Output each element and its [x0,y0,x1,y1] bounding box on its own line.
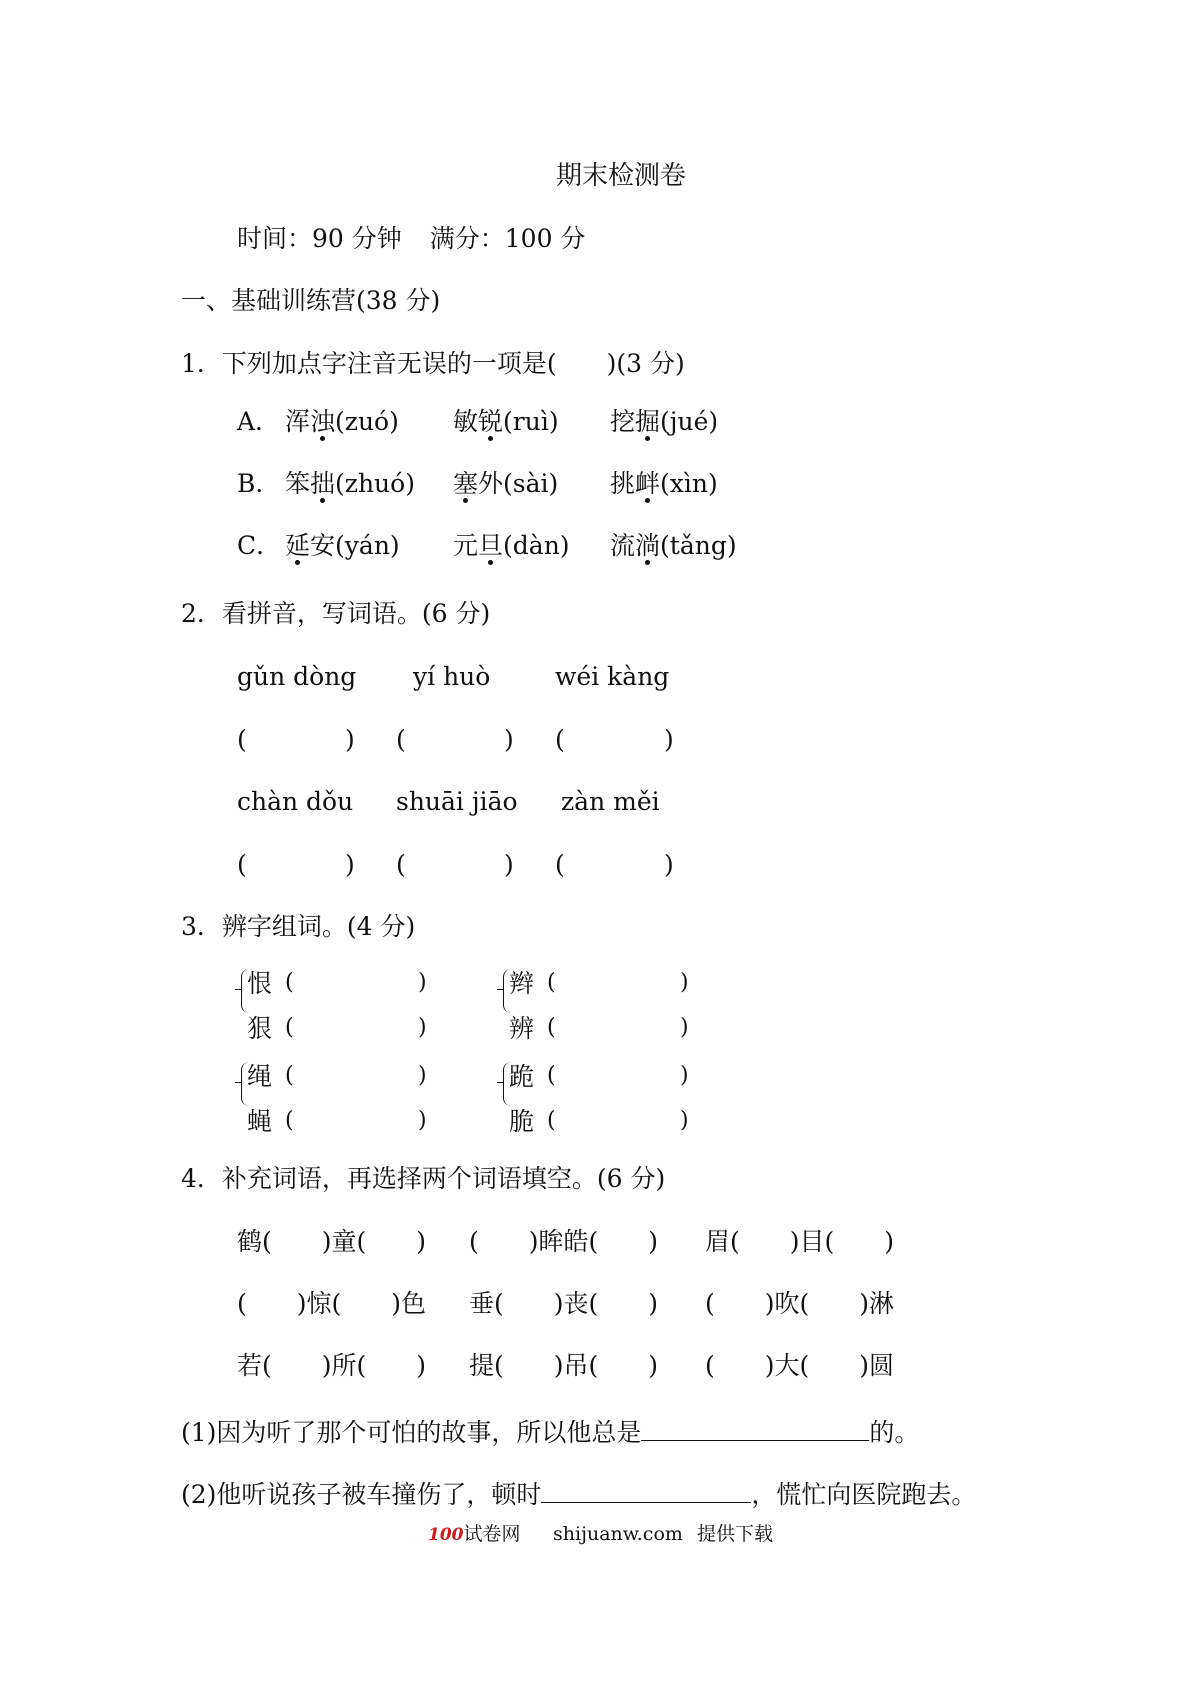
pinyin-word: shuāi jiāo [396,787,518,816]
answer-paren-close[interactable]: ) [680,1015,689,1040]
dotted-char: 淌 [635,531,661,560]
answer-paren-close[interactable]: ) [504,725,514,754]
pinyin: (zuó) [335,407,399,436]
exam-info [237,226,585,251]
dotted-char: 塞 [453,469,479,498]
word-char: 挖 [610,407,636,436]
dotted-char: 锐 [478,407,504,436]
answer-paren-open[interactable]: ( [547,1108,556,1133]
pinyin: (ruì) [503,407,559,436]
pinyin: (dàn) [503,531,570,560]
character: 绳 [247,1062,273,1091]
answer-paren-close[interactable]: ) [680,970,689,995]
character: 狠 [247,1014,273,1043]
pinyin-word: yí huò [413,662,491,691]
pinyin: (jué) [660,407,719,436]
pinyin-word: wéi kàng [555,662,670,691]
answer-paren-open[interactable]: ( [547,1015,556,1040]
option-word [285,409,399,434]
answer-paren-open[interactable]: ( [396,850,406,879]
option-word [453,471,558,496]
character: 恨 [247,969,273,998]
dotted-char: 旦 [478,531,504,560]
answer-paren-open[interactable]: ( [237,725,247,754]
answer-blank[interactable] [641,1418,869,1441]
footer-domain: shijuanw.com [553,1523,683,1545]
answer-paren-open[interactable]: ( [396,725,406,754]
question-3-stem: 3．辨字组词。(4 分) [181,912,416,941]
answer-paren-close[interactable]: ) [418,1015,427,1040]
answer-paren-open[interactable]: ( [547,970,556,995]
idiom-blank[interactable]: 垂( )丧( ) [469,1289,659,1318]
word-char: 笨 [285,469,311,498]
pinyin-word: chàn dǒu [237,787,354,816]
word-char: 浑 [285,407,311,436]
answer-paren-close[interactable]: ) [664,725,674,754]
option-word [610,409,718,434]
page-title: 期末检测卷 [556,161,687,191]
character: 辨 [509,1014,535,1043]
answer-paren-open[interactable]: ( [237,850,247,879]
word-char: 安 [310,531,336,560]
idiom-blank[interactable]: ( )吹( )淋 [705,1289,895,1318]
idiom-blank[interactable]: 鹤( )童( ) [237,1227,427,1256]
pinyin: (zhuó) [335,469,415,498]
answer-paren-open[interactable]: ( [285,1063,294,1088]
site-logo: 100 [428,1525,464,1545]
option-word [285,471,415,496]
answer-paren-open[interactable]: ( [555,725,565,754]
word-char: 外 [478,469,504,498]
answer-paren-close[interactable]: ) [664,850,674,879]
option-word [610,471,718,496]
pinyin-word: zàn měi [561,787,660,816]
option-label: A． [237,407,281,436]
word-char: 挑 [610,469,636,498]
option-word [453,409,559,434]
footer [428,1525,521,1544]
answer-paren-close[interactable]: ) [345,850,355,879]
question-4-stem: 4．补充词语，再选择两个词语填空。(6 分) [181,1164,666,1193]
dotted-char: 浊 [310,407,336,436]
answer-paren-open[interactable]: ( [285,1108,294,1133]
option-word [453,533,570,558]
idiom-blank[interactable]: ( )大( )圆 [705,1351,895,1380]
pinyin: (xìn) [660,469,718,498]
answer-blank[interactable] [541,1480,751,1503]
footer-note: 提供下载 [697,1523,774,1545]
idiom-blank[interactable]: 眉( )目( ) [705,1227,895,1256]
section-heading: 一、基础训练营(38 分) [181,286,441,315]
pinyin: (sài) [503,469,559,498]
character: 蝇 [247,1107,273,1136]
question-4-sentence-1: (1)因为听了那个可怕的故事，所以他总是 的。 [181,1418,920,1447]
dotted-char: 掘 [635,407,661,436]
dotted-char: 延 [285,531,311,560]
character: 脆 [509,1107,535,1136]
pinyin: (yán) [335,531,400,560]
word-char: 流 [610,531,636,560]
question-1-stem: 1．下列加点字注音无误的一项是( )(3 分) [181,349,685,378]
pinyin-word: gǔn dòng [237,662,357,691]
answer-paren-close[interactable]: ) [418,1063,427,1088]
pinyin: (tǎng) [660,531,737,560]
option-label: C． [237,531,282,560]
dotted-char: 衅 [635,469,661,498]
dotted-char: 拙 [310,469,336,498]
word-char: 敏 [453,407,479,436]
question-4-sentence-2: (2)他听说孩子被车撞伤了，顿时 ，慌忙向医院跑去。 [181,1480,977,1509]
idiom-blank[interactable]: 提( )吊( ) [469,1351,659,1380]
option-label: B． [237,469,281,498]
word-char: 元 [453,531,479,560]
character: 辫 [509,969,535,998]
answer-paren-open[interactable]: ( [555,850,565,879]
idiom-blank[interactable]: ( )惊( )色 [237,1289,427,1318]
option-word [285,533,400,558]
answer-paren-open[interactable]: ( [285,970,294,995]
answer-paren-open[interactable]: ( [547,1063,556,1088]
answer-paren-close[interactable]: ) [680,1063,689,1088]
idiom-blank[interactable]: 若( )所( ) [237,1351,427,1380]
answer-paren-close[interactable]: ) [418,970,427,995]
question-2-stem: 2．看拼音，写词语。(6 分) [181,599,491,628]
exam-time: 时间：90 分钟 [237,224,402,253]
answer-paren-open[interactable]: ( [285,1015,294,1040]
answer-paren-close[interactable]: ) [345,725,355,754]
answer-paren-close[interactable]: ) [504,850,514,879]
answer-paren-close[interactable]: ) [418,1108,427,1133]
answer-paren-close[interactable]: ) [680,1108,689,1133]
character: 跪 [509,1062,535,1091]
exam-score: 满分：100 分 [429,224,586,253]
idiom-blank[interactable]: ( )眸皓( ) [469,1227,659,1256]
option-word [610,533,737,558]
footer-site-name: 试卷网 [463,1523,521,1545]
